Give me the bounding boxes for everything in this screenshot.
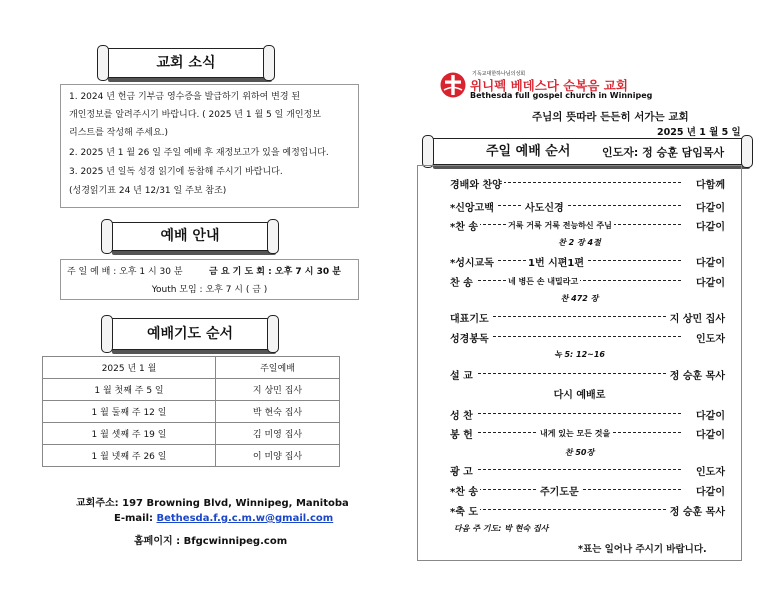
- church-logo: [440, 72, 466, 98]
- email-label: E-mail:: [114, 513, 157, 524]
- order-item-person: 인도자: [694, 463, 725, 478]
- table-cell: 지 상민 집사: [216, 379, 340, 401]
- news-line: 개인정보를 알려주시기 바랍니다. ( 2025 년 1 월 5 일 개인정보: [69, 110, 321, 120]
- order-item: [418, 463, 741, 477]
- table-cell: 1 월 둘째 주 12 일: [43, 401, 216, 423]
- friday-prayer-time: 금 요 기 도 회 : 오후 7 시 30 분: [209, 267, 341, 277]
- dotted-leader: [478, 182, 681, 183]
- service-info-box: [60, 259, 359, 300]
- order-item-name: 봉 헌: [450, 426, 475, 441]
- denomination: 기독교대한하나님의성회: [472, 71, 526, 77]
- table-header-cell: 주일예배: [216, 357, 340, 379]
- order-item-person: 정 승훈 목사: [668, 503, 725, 518]
- service-info-banner: [108, 222, 272, 251]
- homepage: 홈페이지 : Bfgcwinnipeg.com: [134, 536, 288, 547]
- order-item-person: 정 승훈 목사: [668, 367, 725, 382]
- order-item: [418, 426, 741, 440]
- hymn-reference: 찬 50장: [564, 448, 595, 457]
- table-cell: 1 월 넷째 주 26 일: [43, 445, 216, 467]
- order-item-person: 다같이: [694, 483, 725, 498]
- order-item: [418, 218, 741, 232]
- order-item-person: 다같이: [694, 218, 725, 233]
- order-item-name: *성시교독: [450, 254, 496, 269]
- order-item-person: 인도자: [694, 330, 725, 345]
- order-item-name: 찬 송: [450, 274, 475, 289]
- order-item: [418, 176, 741, 190]
- dotted-leader: [478, 316, 681, 317]
- hymn-reference: 찬 472 장: [560, 294, 599, 303]
- table-cell: 1 월 셋째 주 19 일: [43, 423, 216, 445]
- order-item: [418, 310, 741, 324]
- order-title: 주일 예배 순서: [486, 144, 571, 159]
- news-line: (성경읽기표 24 년 12/31 일 주보 참조): [69, 186, 227, 196]
- table-row: [43, 357, 340, 379]
- dotted-leader: [478, 509, 681, 510]
- dotted-leader: [478, 205, 681, 206]
- order-item: [418, 274, 741, 288]
- order-leader: 인도자: 정 승훈 담임목사: [602, 146, 725, 159]
- order-item-person: 다같이: [694, 199, 725, 214]
- news-banner: [104, 48, 268, 78]
- news-line: 리스트를 작성해 주세요.): [69, 128, 169, 138]
- table-cell: 박 현숙 집사: [216, 401, 340, 423]
- table-cell: 김 미영 집사: [216, 423, 340, 445]
- youth-meeting-time: Youth 모임 : 오후 7 시 ( 금 ): [151, 285, 268, 295]
- order-item-name: 대표기도: [450, 310, 491, 325]
- church-name-kr: 위니펙 베데스다 순복음 교회: [470, 78, 628, 93]
- order-item-detail: 거룩 거룩 거룩 전능하신 주님: [508, 221, 612, 230]
- dotted-leader: [478, 373, 681, 374]
- order-item-name: *축 도: [450, 503, 480, 518]
- bulletin-date: 2025 년 1 월 5 일: [657, 127, 741, 138]
- sermon-title: 다시 예배로: [553, 390, 606, 401]
- prayer-title: 예배기도 순서: [146, 326, 234, 342]
- order-item-person: 다같이: [694, 274, 725, 289]
- news-line: 3. 2025 년 일독 성경 읽기에 동참해 주시기 바랍니다.: [69, 167, 283, 177]
- order-item-name: 성경봉독: [450, 330, 491, 345]
- service-info-title: 예배 안내: [160, 228, 220, 244]
- order-item: [418, 254, 741, 268]
- order-item: [418, 407, 741, 421]
- news-title: 교회 소식: [156, 55, 216, 71]
- news-line: 1. 2024 년 헌금 기부금 영수증을 발급하기 위하여 변경 된: [69, 92, 301, 102]
- order-item-person: 다같이: [694, 254, 725, 269]
- scripture-reference: 녹 5: 12~16: [553, 350, 606, 359]
- order-item-name: *찬 송: [450, 483, 480, 498]
- dotted-leader: [478, 413, 681, 414]
- order-item-detail: 주기도문: [538, 483, 581, 498]
- order-item-name: 광 고: [450, 463, 475, 478]
- table-header-cell: 2025 년 1 월: [43, 357, 216, 379]
- table-row: [43, 445, 340, 467]
- table-row: [43, 379, 340, 401]
- order-item-name: 성 찬: [450, 407, 475, 422]
- church-logo-icon: [440, 72, 466, 98]
- news-line: 2. 2025 년 1 월 26 일 주일 예배 후 재정보고가 있을 예정입니다.: [69, 148, 329, 158]
- church-motto: 주님의 뜻따라 든든히 서가는 교회: [532, 111, 689, 123]
- email-link[interactable]: Bethesda.f.g.c.m.w@gmail.com: [156, 513, 334, 524]
- table-row: [43, 423, 340, 445]
- church-address: 교회주소: 197 Browning Blvd, Winnipeg, Manitoba: [76, 498, 349, 509]
- order-item-person: 다같이: [694, 426, 725, 441]
- order-item: [418, 503, 741, 517]
- order-item-name: *신앙고백: [450, 199, 496, 214]
- order-item-name: 설 교: [450, 367, 475, 382]
- news-box: [60, 84, 359, 208]
- standing-note: *표는 일어나 주시기 바랍니다.: [578, 544, 707, 555]
- hymn-reference: 찬 2 장 4절: [558, 238, 601, 247]
- dotted-leader: [478, 469, 681, 470]
- order-item-name: *찬 송: [450, 218, 480, 233]
- sunday-service-time: 주 일 예 배 : 오후 1 시 30 분: [67, 267, 183, 277]
- dotted-leader: [478, 336, 681, 337]
- order-item-person: 지 상민 집사: [668, 310, 725, 325]
- order-item-person: 다함께: [694, 176, 725, 191]
- order-item: [418, 367, 741, 381]
- email-line: [114, 513, 333, 524]
- order-box: [417, 165, 742, 561]
- order-banner: [429, 138, 746, 165]
- order-item-name: 경배와 찬양: [450, 176, 504, 191]
- order-item: [418, 199, 741, 213]
- order-item-detail: 1번 시편1편: [526, 254, 586, 269]
- church-name-en: Bethesda full gospel church in Winnipeg: [470, 91, 653, 100]
- order-item-detail: 네 병든 손 내밀라고: [508, 277, 579, 286]
- order-item: [418, 330, 741, 344]
- table-cell: 이 미양 집사: [216, 445, 340, 467]
- next-week-prayer: 다음 주 기도: 박 현숙 집사: [454, 524, 549, 533]
- order-item-detail: 내게 있는 모든 것을: [540, 429, 611, 438]
- table-cell: 1 월 첫째 주 5 일: [43, 379, 216, 401]
- order-item-person: 다같이: [694, 407, 725, 422]
- order-item-detail: 사도신경: [523, 199, 566, 214]
- table-row: [43, 401, 340, 423]
- order-item: [418, 483, 741, 497]
- prayer-banner: [108, 318, 272, 350]
- prayer-table: [42, 356, 340, 467]
